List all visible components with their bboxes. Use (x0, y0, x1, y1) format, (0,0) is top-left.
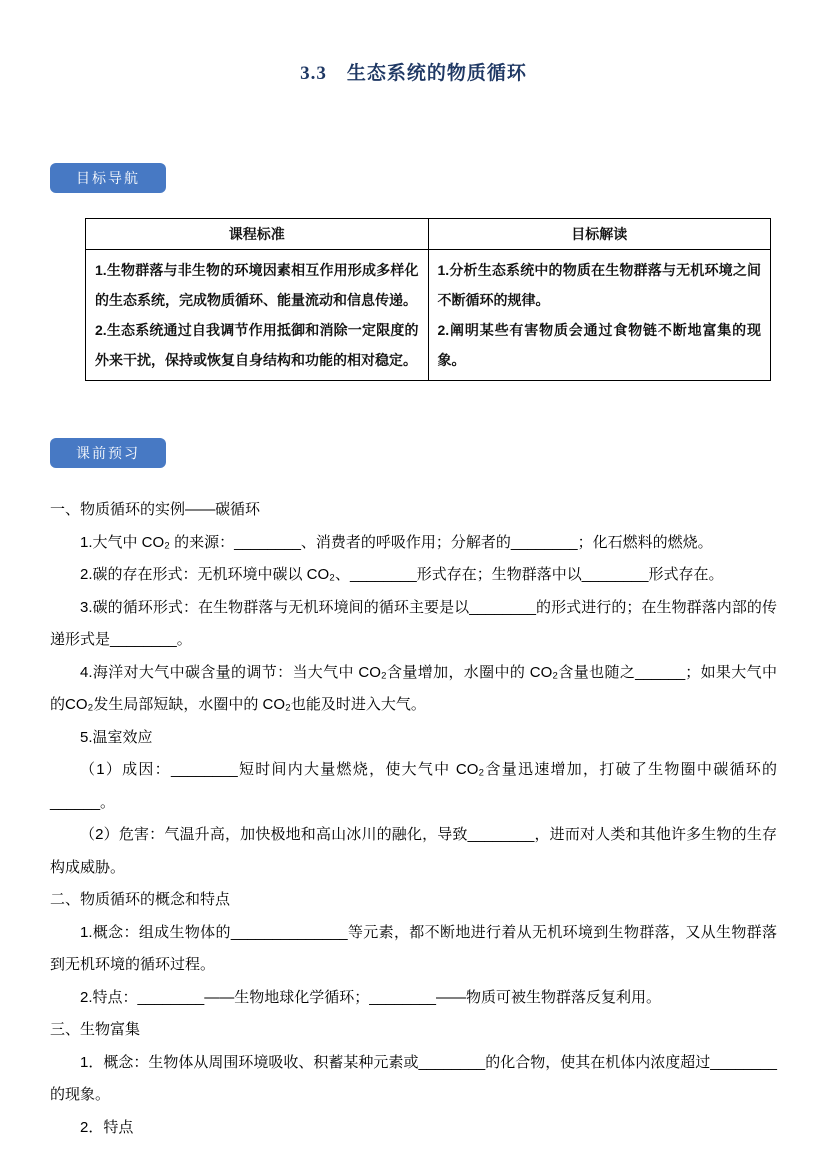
section-3-item-2: 2．特点 (80, 1118, 134, 1136)
course-standard-item-2: 2.生态系统通过自我调节作用抵御和消除一定限度的外来干扰，保持或恢复自身结构和功能的相对稳定。 (95, 322, 419, 368)
section-3-item-1: 1．概念：生物体从周围环境吸收、积蓄某种元素或________的化合物，使其在机体内浓度超过________的现象。 (50, 1053, 777, 1103)
table-body-row (86, 250, 771, 381)
goal-interpretation-item-2: 2.阐明某些有害物质会通过食物链不断地富集的现象。 (437, 322, 761, 368)
section-2-item-2: 2.特点：________——生物地球化学循环；________——物质可被生物群落反复利用。 (80, 988, 661, 1006)
section-1-item-5: 5.温室效应 (80, 728, 153, 746)
section-1-item-5-cause: （1）成因：________短时间内大量燃烧，使大气中 CO₂含量迅速增加，打破了生物圈中碳循环的______。 (50, 761, 777, 811)
goal-interpretation-item-1: 1.分析生态系统中的物质在生物群落与无机环境之间不断循环的规律。 (437, 262, 761, 308)
course-standard-header: 课程标准 (86, 219, 429, 250)
page-title: 3.3 生态系统的物质循环 (300, 63, 527, 84)
section-1-item-3: 3.碳的循环形式：在生物群落与无机环境间的循环主要是以________的形式进行的；在生物群落内部的传递形式是________。 (50, 598, 777, 648)
worksheet-content (0, 468, 827, 1144)
section-1-item-2: 2.碳的存在形式：无机环境中碳以 CO₂、________形式存在；生物群落中以________形式存在。 (80, 566, 724, 583)
section-1-heading: 一、物质循环的实例——碳循环 (50, 501, 261, 518)
preview-badge: 课前预习 (50, 438, 166, 468)
section-3-heading: 三、生物富集 (50, 1021, 141, 1038)
standards-table (85, 218, 771, 381)
section-1-item-5-harm: （2）危害：气温升高，加快极地和高山冰川的融化，导致________，进而对人类和其他许多生物的生存构成威胁。 (50, 826, 777, 876)
course-standard-cell (86, 250, 429, 381)
table-header-row (86, 219, 771, 250)
course-standard-item-1: 1.生物群落与非生物的环境因素相互作用形成多样化的生态系统，完成物质循环、能量流动和信息传递。 (95, 262, 419, 308)
goal-interpretation-header: 目标解读 (428, 219, 771, 250)
section-1-item-1: 1.大气中 CO₂ 的来源：________、消费者的呼吸作用；分解者的________；化石燃料的燃烧。 (80, 533, 713, 551)
goal-interpretation-cell (428, 250, 771, 381)
section-2-heading: 二、物质循环的概念和特点 (50, 891, 231, 908)
section-2-item-1: 1.概念：组成生物体的______________等元素，都不断地进行着从无机环境到生物群落，又从生物群落到无机环境的循环过程。 (50, 923, 777, 973)
section-1-item-4: 4.海洋对大气中碳含量的调节：当大气中 CO₂含量增加，水圈中的 CO₂含量也随之______；如果大气中的CO₂发生局部短缺，水圈中的 CO₂也能及时进入大气。 (50, 663, 777, 713)
goal-navigation-badge: 目标导航 (50, 163, 166, 193)
